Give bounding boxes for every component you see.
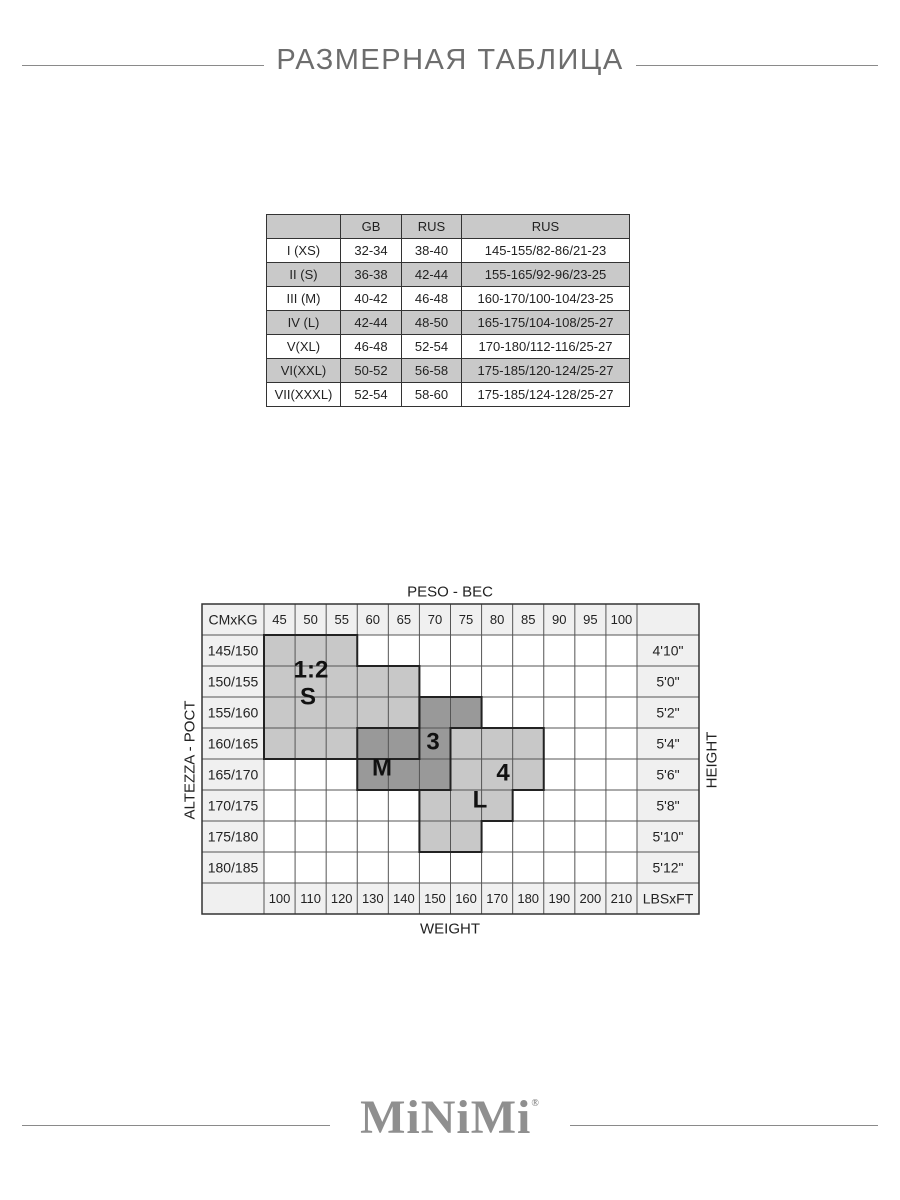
chart-corner-top: CMxKG: [208, 611, 258, 628]
size-table-cell: 40-42: [341, 287, 402, 311]
cm-tick-label: 165/170: [207, 766, 259, 783]
registered-mark: ®: [531, 1098, 540, 1109]
kg-tick-label: 100: [610, 612, 633, 627]
kg-tick-label: 90: [552, 612, 567, 627]
size-table-cell: 50-52: [341, 359, 402, 383]
size-table-cell: 170-180/112-116/25-27: [462, 335, 630, 359]
chart-left-label: ALTEZZA - POCT: [181, 700, 199, 820]
lbs-tick-label: 130: [361, 891, 384, 906]
lbs-tick-label: 200: [579, 891, 602, 906]
cm-tick-label: 180/185: [207, 859, 259, 876]
lbs-tick-label: 160: [455, 891, 477, 906]
size-table-cell: IV (L): [267, 311, 341, 335]
kg-tick-label: 45: [272, 612, 287, 627]
size-table-cell: II (S): [267, 263, 341, 287]
chart-right-label: HEIGHT: [703, 731, 721, 789]
size-table-header-cell: RUS: [462, 215, 630, 239]
size-table-cell: VII(XXXL): [267, 383, 341, 407]
logo-rule-left: [22, 1125, 347, 1126]
ft-tick-label: 5'4": [656, 735, 680, 752]
kg-tick-label: 50: [303, 612, 318, 627]
ft-tick-label: 5'8": [656, 797, 680, 814]
size-table-cell: 175-185/120-124/25-27: [462, 359, 630, 383]
zone-2-letter: M: [372, 754, 392, 782]
lbs-tick-label: 100: [268, 891, 291, 906]
lbs-tick-label: 110: [300, 891, 321, 906]
size-table-cell: 145-155/82-86/21-23: [462, 239, 630, 263]
chart-top-label: PESO - BEC: [407, 583, 493, 601]
size-table-cell: 48-50: [402, 311, 462, 335]
ft-tick-label: 5'6": [656, 766, 680, 783]
cm-tick-label: 175/180: [207, 828, 259, 845]
size-table-header-cell: GB: [341, 215, 402, 239]
kg-tick-label: 85: [520, 612, 536, 627]
lbs-tick-label: 190: [548, 891, 571, 906]
ft-tick-label: 5'12": [652, 859, 684, 876]
kg-tick-label: 75: [458, 612, 474, 627]
lbs-tick-label: 210: [610, 891, 633, 906]
zone-1-letter: S: [299, 683, 317, 711]
kg-tick-label: 95: [583, 612, 598, 627]
size-table-cell: V(XL): [267, 335, 341, 359]
ft-tick-label: 5'10": [652, 828, 684, 845]
size-table-cell: 58-60: [402, 383, 462, 407]
cm-tick-label: 170/175: [207, 797, 259, 814]
size-table-cell: I (XS): [267, 239, 341, 263]
page-title-text: РАЗМЕРНАЯ ТАБЛИЦА: [264, 44, 635, 76]
size-table-cell: III (M): [267, 287, 341, 311]
lbs-tick-label: 180: [517, 891, 540, 906]
cm-tick-label: 155/160: [207, 704, 259, 721]
size-table-cell: 32-34: [341, 239, 402, 263]
ft-tick-label: 4'10": [652, 642, 684, 659]
cm-tick-label: 160/165: [207, 735, 259, 752]
chart-corner-bottom-right: LBSxFT: [642, 890, 694, 907]
size-table-cell: 165-175/104-108/25-27: [462, 311, 630, 335]
lbs-tick-label: 120: [330, 891, 353, 906]
ft-tick-label: 5'0": [656, 673, 680, 690]
kg-tick-label: 55: [334, 612, 349, 627]
cm-tick-label: 150/155: [207, 673, 259, 690]
size-table-cell: 56-58: [402, 359, 462, 383]
brand-logo: [330, 1090, 570, 1145]
size-table-header-cell: RUS: [402, 215, 462, 239]
zone-1-number: 1:2: [293, 656, 329, 684]
size-table-cell: 46-48: [402, 287, 462, 311]
lbs-tick-label: 150: [424, 891, 446, 906]
size-table-cell: VI(XXL): [267, 359, 341, 383]
chart-bottom-label: WEIGHT: [420, 920, 480, 938]
zone-3-number: 4: [496, 759, 510, 787]
size-table-cell: 160-170/100-104/23-25: [462, 287, 630, 311]
size-table-cell: 36-38: [341, 263, 402, 287]
logo-rule-right: [553, 1125, 878, 1126]
kg-tick-label: 65: [396, 612, 412, 627]
zone-3-letter: L: [472, 786, 488, 814]
kg-tick-label: 80: [489, 612, 505, 627]
brand-logo-text: MiNiMi: [360, 1091, 532, 1144]
size-table-cell: 155-165/92-96/23-25: [462, 263, 630, 287]
zone-2-number: 3: [426, 728, 440, 756]
lbs-tick-label: 140: [393, 891, 415, 906]
size-table-cell: 42-44: [402, 263, 462, 287]
kg-tick-label: 60: [365, 612, 381, 627]
size-table-cell: 42-44: [341, 311, 402, 335]
kg-tick-label: 70: [427, 612, 443, 627]
lbs-tick-label: 170: [486, 891, 508, 906]
size-table-cell: 46-48: [341, 335, 402, 359]
size-table-cell: 52-54: [341, 383, 402, 407]
size-table-cell: 175-185/124-128/25-27: [462, 383, 630, 407]
size-table-cell: 38-40: [402, 239, 462, 263]
size-table-cell: 52-54: [402, 335, 462, 359]
ft-tick-label: 5'2": [656, 704, 680, 721]
cm-tick-label: 145/150: [207, 642, 259, 659]
